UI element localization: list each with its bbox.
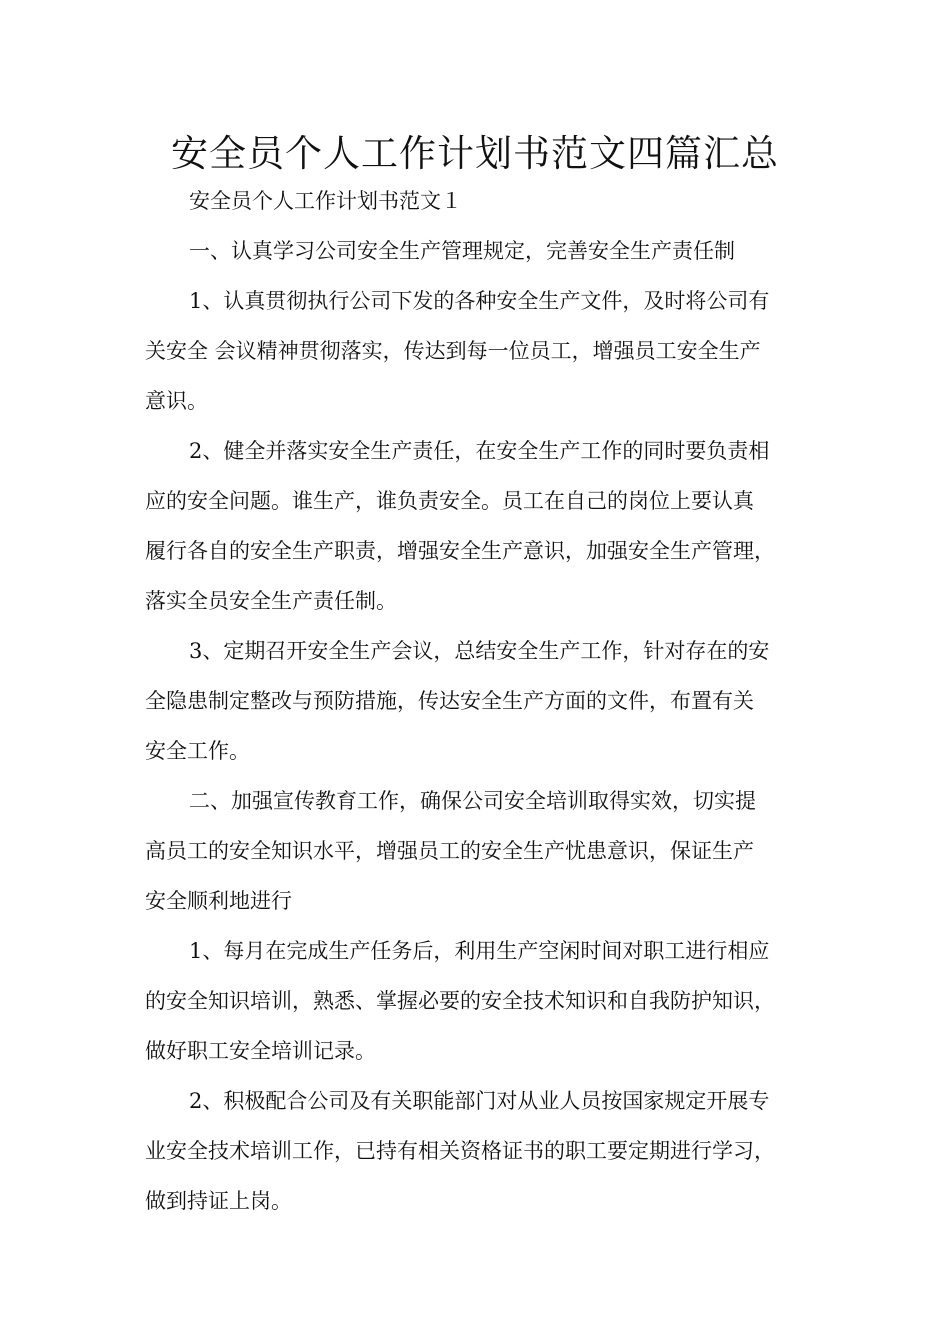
document-body	[145, 183, 810, 1233]
paragraph-line: 应的安全问题。谁生产，谁负责安全。员工在自己的岗位上要认真	[145, 489, 754, 513]
paragraph-line: 意识。	[145, 389, 208, 413]
paragraph-line: 高员工的安全知识水平，增强员工的安全生产忧患意识，保证生产	[145, 839, 754, 863]
paragraph-line: 3、定期召开安全生产会议，总结安全生产工作，针对存在的安	[189, 639, 770, 663]
paragraph-line: 一、认真学习公司安全生产管理规定，完善安全生产责任制	[189, 239, 735, 263]
paragraph-line: 1、每月在完成生产任务后，利用生产空闲时间对职工进行相应	[189, 939, 770, 963]
paragraph-line: 2、健全并落实安全生产责任，在安全生产工作的同时要负责相	[189, 439, 770, 463]
paragraph-line: 的安全知识培训，熟悉、掌握必要的安全技术知识和自我防护知识，	[145, 989, 775, 1013]
paragraph-line: 做好职工安全培训记录。	[145, 1039, 376, 1063]
paragraph-line: 2、积极配合公司及有关职能部门对从业人员按国家规定开展专	[189, 1089, 770, 1113]
paragraph-line: 全隐患制定整改与预防措施，传达安全生产方面的文件，布置有关	[145, 689, 754, 713]
paragraph-line: 履行各自的安全生产职责，增强安全生产意识，加强安全生产管理，	[145, 539, 775, 563]
paragraph-line: 业安全技术培训工作，已持有相关资格证书的职工要定期进行学习，	[145, 1139, 775, 1163]
paragraph-line: 关安全 会议精神贯彻落实，传达到每一位员工，增强员工安全生产	[145, 339, 761, 363]
paragraph-line: 二、加强宣传教育工作，确保公司安全培训取得实效，切实提	[189, 789, 756, 813]
paragraph-line: 做到持证上岗。	[145, 1189, 292, 1213]
paragraph-line: 落实全员安全生产责任制。	[145, 589, 397, 613]
paragraph-line: 安全顺利地进行	[145, 889, 292, 913]
document-title: 安全员个人工作计划书范文四篇汇总	[171, 132, 779, 175]
paragraph-line: 1、认真贯彻执行公司下发的各种安全生产文件，及时将公司有	[189, 289, 770, 313]
section-heading: 安全员个人工作计划书范文１	[189, 189, 462, 213]
paragraph-line: 安全工作。	[145, 739, 250, 763]
